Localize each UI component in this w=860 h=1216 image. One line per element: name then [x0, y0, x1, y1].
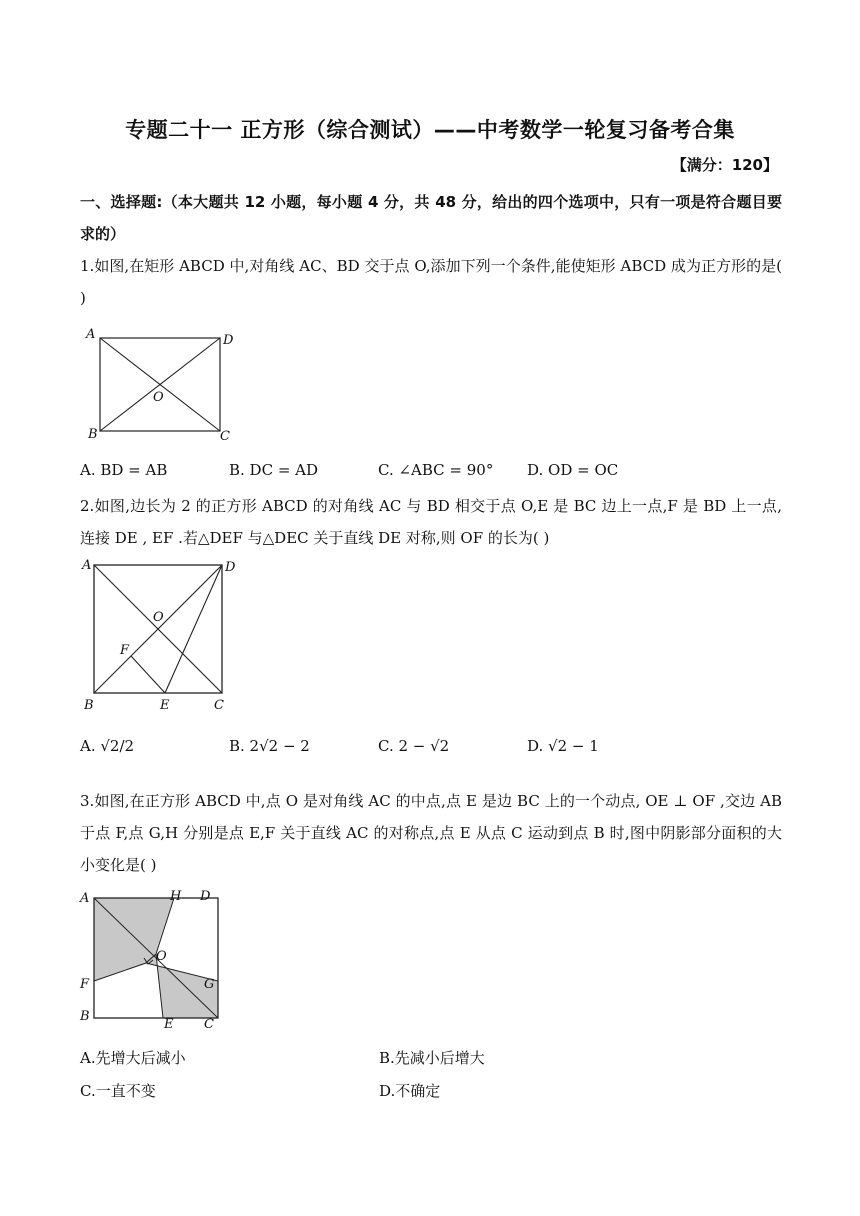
question-2-stem: 2.如图,边长为 2 的正方形 ABCD 的对角线 AC 与 BD 相交于点 O,E 是 BC 边上一点,F 是 BD 上一点,连接 DE , EF .若△DEF 与△DEC 关于直线 DE 对称,则 OF 的长为( ) [80, 497, 782, 547]
q1-label-o: O [153, 390, 164, 405]
section-heading: 一、选择题:（本大题共 12 小题，每小题 4 分，共 48 分，给出的四个选项中，只有一项是符合题目要求的） [80, 193, 782, 243]
full-score: 【满分：120】 [671, 156, 778, 174]
q2-label-e: E [160, 698, 170, 713]
q3-option-b[interactable]: B.先减小后增大 [379, 1049, 485, 1067]
question-3-figure [78, 886, 238, 1036]
q2-label-d: D [225, 560, 236, 575]
q3-label-a: A [80, 891, 90, 906]
q3-label-f: F [80, 977, 90, 992]
q1-option-b[interactable]: B. DC = AD [229, 461, 319, 479]
q2-option-b[interactable]: B. 2√2 − 2 [229, 737, 310, 755]
q3-label-d: D [200, 889, 211, 904]
question-1-figure [80, 326, 240, 446]
q2-label-c: C [214, 698, 224, 713]
q1-option-a[interactable]: A. BD = AB [80, 461, 168, 479]
q2-label-b: B [84, 698, 94, 713]
q1-option-c[interactable]: C. ∠ABC = 90° [378, 461, 494, 479]
q2-label-a: A [82, 558, 92, 573]
q3-label-g: G [204, 977, 215, 992]
q1-label-c: C [220, 429, 230, 444]
question-3-stem: 3.如图,在正方形 ABCD 中,点 O 是对角线 AC 的中点,点 E 是边 BC 上的一个动点, OE ⊥ OF ,交边 AB 于点 F,点 G,H 分别是点 E,F 关于直线 AC 的对称点,点 E 从点 C 运动到点 B 时,图中阴影部分面积的大小变化是( ) [80, 792, 782, 874]
q2-option-d[interactable]: D. √2 − 1 [527, 737, 599, 755]
q3-label-e: E [164, 1017, 174, 1032]
q3-option-d[interactable]: D.不确定 [379, 1082, 441, 1100]
question-2-figure [80, 555, 240, 715]
q3-label-b: B [80, 1009, 90, 1024]
q1-label-a: A [86, 327, 96, 342]
q3-label-h: H [170, 889, 182, 904]
q2-label-f: F [120, 643, 130, 658]
question-1-stem: 1.如图,在矩形 ABCD 中,对角线 AC、BD 交于点 O,添加下列一个条件,能使矩形 ABCD 成为正方形的是( ) [80, 257, 782, 307]
q3-option-a[interactable]: A.先增大后减小 [80, 1049, 186, 1067]
q1-label-b: B [88, 427, 98, 442]
q2-option-c[interactable]: C. 2 − √2 [378, 737, 450, 755]
q1-label-d: D [223, 333, 234, 348]
q3-option-c[interactable]: C.一直不变 [80, 1082, 156, 1100]
q1-option-d[interactable]: D. OD = OC [527, 461, 619, 479]
q2-label-o: O [153, 610, 164, 625]
q3-label-o: O [156, 949, 167, 964]
q2-option-a[interactable]: A. √2/2 [80, 737, 135, 755]
q3-label-c: C [204, 1017, 214, 1032]
page-title: 专题二十一 正方形（综合测试）——中考数学一轮复习备考合集 [125, 118, 735, 142]
